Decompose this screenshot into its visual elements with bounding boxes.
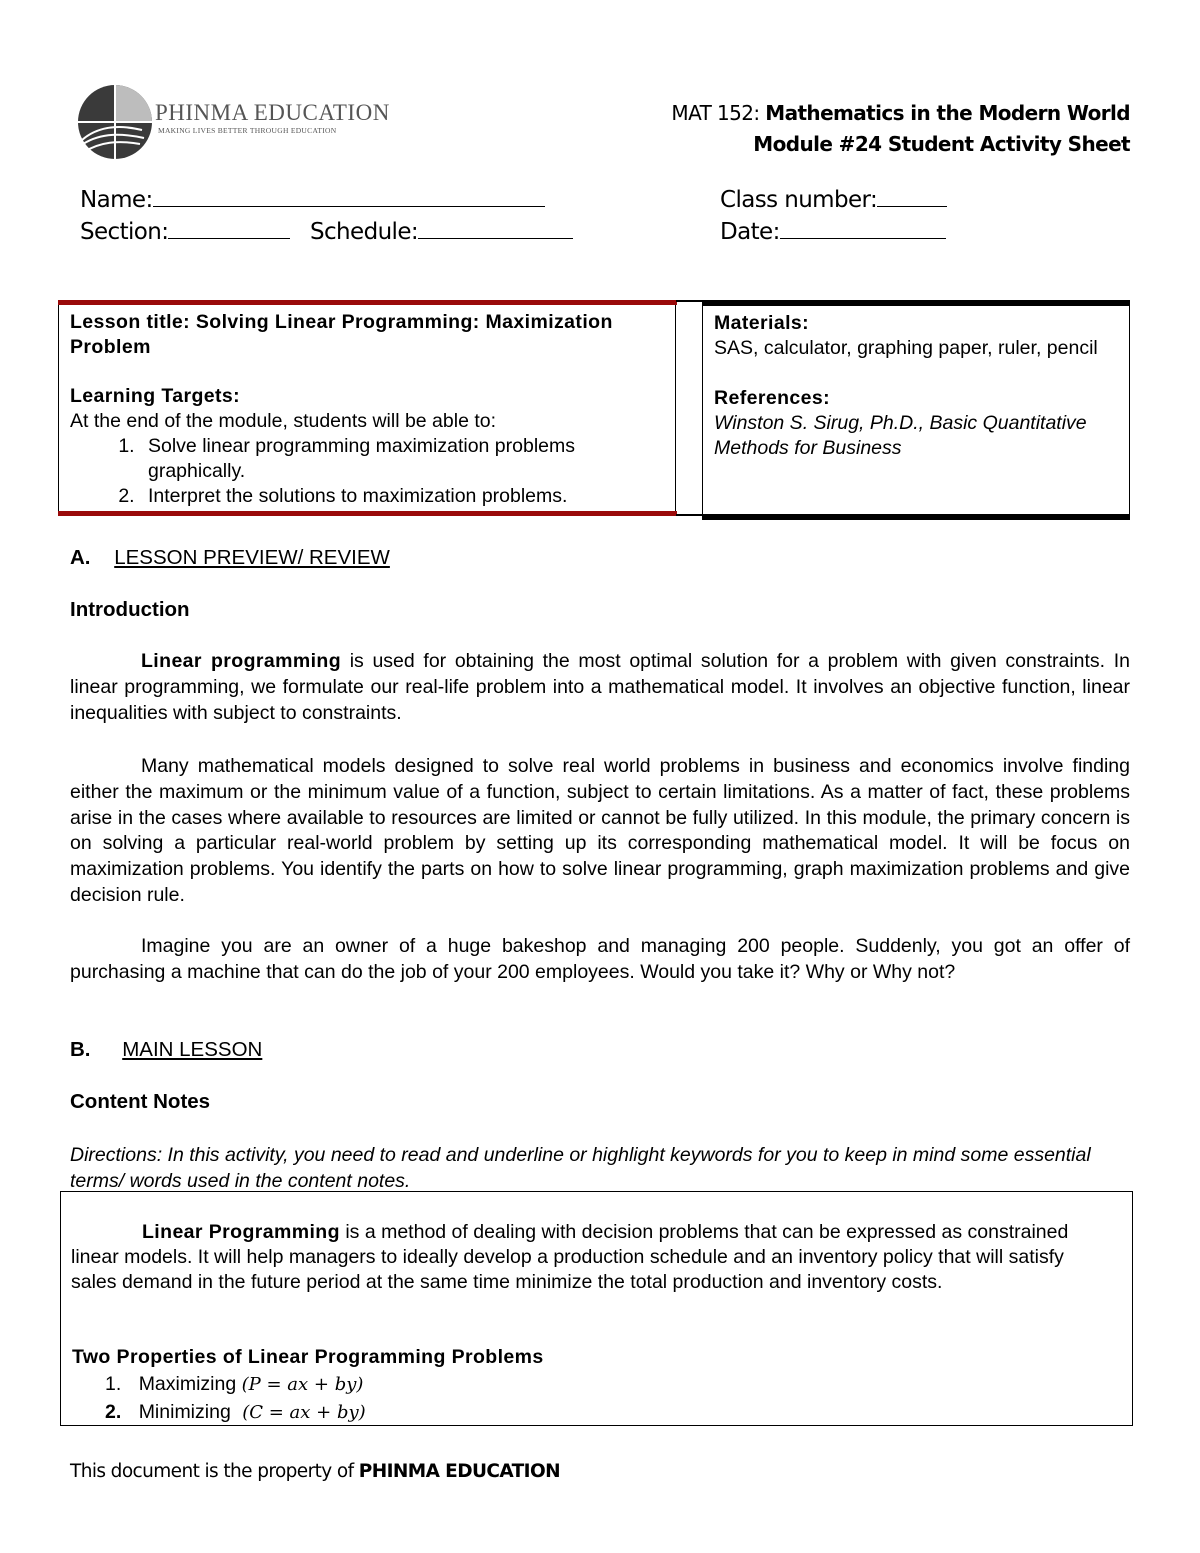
- schedule-label: Schedule:: [310, 219, 419, 245]
- course-code: MAT 152:: [671, 101, 760, 125]
- linear-programming-term: Linear programming: [141, 650, 342, 672]
- section-a-title: LESSON PREVIEW/ REVIEW: [114, 546, 390, 569]
- date-field[interactable]: [720, 218, 946, 245]
- section-b-heading: [70, 1038, 262, 1062]
- property-formula: (C = ax + by): [242, 1402, 366, 1423]
- learning-targets-label: Learning Targets:: [70, 385, 241, 407]
- target-item: 2. Interpret the solutions to maximization problems.: [140, 484, 660, 509]
- section-field[interactable]: [80, 218, 290, 245]
- materials-label: Materials:: [714, 312, 810, 334]
- logo-tagline: MAKING LIVES BETTER THROUGH EDUCATION: [158, 126, 337, 135]
- targets-list: [70, 434, 660, 509]
- directions-text: Directions: In this activity, you need to read and underline or highlight keywords for you to keep in mind some essential terms/ words used in the content notes.: [70, 1144, 1091, 1192]
- schedule-line[interactable]: [418, 218, 573, 239]
- properties-heading: Two Properties of Linear Programming Problems: [72, 1346, 544, 1368]
- targets-intro: At the end of the module, students will be able to:: [70, 410, 497, 432]
- schedule-field[interactable]: [310, 218, 573, 245]
- course-title: [671, 101, 1130, 125]
- property-number: 1.: [105, 1373, 122, 1395]
- section-line[interactable]: [168, 218, 290, 239]
- lesson-title: Lesson title: Solving Linear Programming: Maximization Problem: [70, 311, 613, 358]
- footer-brand: PHINMA EDUCATION: [358, 1461, 560, 1482]
- references-text: Winston S. Sirug, Ph.D., Basic Quantitative Methods for Business: [714, 412, 1087, 459]
- section-a-letter: A.: [70, 546, 91, 569]
- introduction-heading: Introduction: [70, 598, 190, 621]
- lesson-box: [58, 300, 676, 516]
- class-number-field[interactable]: [720, 186, 947, 213]
- name-label: Name:: [80, 187, 153, 213]
- intro-paragraph-3: Imagine you are an owner of a huge bakeshop and managing 200 people. Suddenly, you got an offer of purchasing a machine that can do the job of your 200 employees. Would you take it? Why or Why not?: [70, 935, 1130, 983]
- content-paragraph-rest: is a method of dealing with decision problems that can be expressed as constrained linear models. It will help managers to ideally develop a production schedule and an inventory policy that will satisfy sales demand in the future period at the same time minimize the total production and inventory costs.: [71, 1221, 1069, 1293]
- property-number: 2.: [105, 1401, 122, 1423]
- property-label: Maximizing: [138, 1373, 237, 1395]
- date-line[interactable]: [780, 218, 946, 239]
- materials-text: SAS, calculator, graphing paper, ruler, pencil: [714, 337, 1098, 359]
- linear-programming-term: Linear Programming: [142, 1221, 340, 1243]
- footer-text: This document is the property of: [70, 1461, 359, 1482]
- class-number-label: Class number:: [720, 187, 878, 213]
- property-formula: (P = ax + by): [241, 1374, 364, 1395]
- p1-rest: is used for obtaining the most optimal solution for a problem with given constraints. In linear programming, we formulate our real-life problem into a mathematical model. It involves an objective function, linear inequalities with subject to constraints.: [70, 650, 1131, 724]
- name-line[interactable]: [153, 186, 545, 207]
- section-label: Section:: [80, 219, 169, 245]
- module-title: Module #24 Student Activity Sheet: [753, 132, 1130, 156]
- name-field[interactable]: [80, 186, 545, 213]
- property-item: [105, 1401, 366, 1424]
- property-item: [105, 1373, 363, 1396]
- logo-brand-text: PHINMA EDUCATION: [155, 100, 390, 125]
- content-paragraph: [71, 1220, 1111, 1295]
- references-label: References:: [714, 387, 831, 409]
- section-b-title: MAIN LESSON: [122, 1038, 263, 1061]
- intro-paragraph-1: [70, 649, 1130, 726]
- box-connector: [676, 514, 704, 516]
- section-b-letter: B.: [70, 1038, 91, 1061]
- materials-box: [702, 300, 1130, 520]
- box-connector: [676, 300, 704, 302]
- footer: [70, 1461, 560, 1482]
- class-number-line[interactable]: [877, 186, 947, 207]
- date-label: Date:: [720, 219, 780, 245]
- section-a-heading: [70, 546, 390, 570]
- content-notes-box: [60, 1191, 1133, 1426]
- course-name: Mathematics in the Modern World: [765, 101, 1130, 125]
- target-item: 1. Solve linear programming maximization problems graphically.: [140, 434, 660, 484]
- property-label: Minimizing: [138, 1401, 231, 1423]
- content-notes-heading: Content Notes: [70, 1090, 211, 1113]
- intro-paragraph-2: Many mathematical models designed to solve real world problems in business and economics involve finding either the maximum or the minimum value of a function, subject to certain limitations. As a matter of fact, these problems arise in the cases where available to resources are limited or cannot be fully utilized. In this module, the primary concern is on solving a particular real-world problem by setting up its corresponding mathematical model. It will be focus on maximization problems. You identify the parts on how to solve linear programming, graph maximization problems and give decision rule.: [70, 755, 1130, 906]
